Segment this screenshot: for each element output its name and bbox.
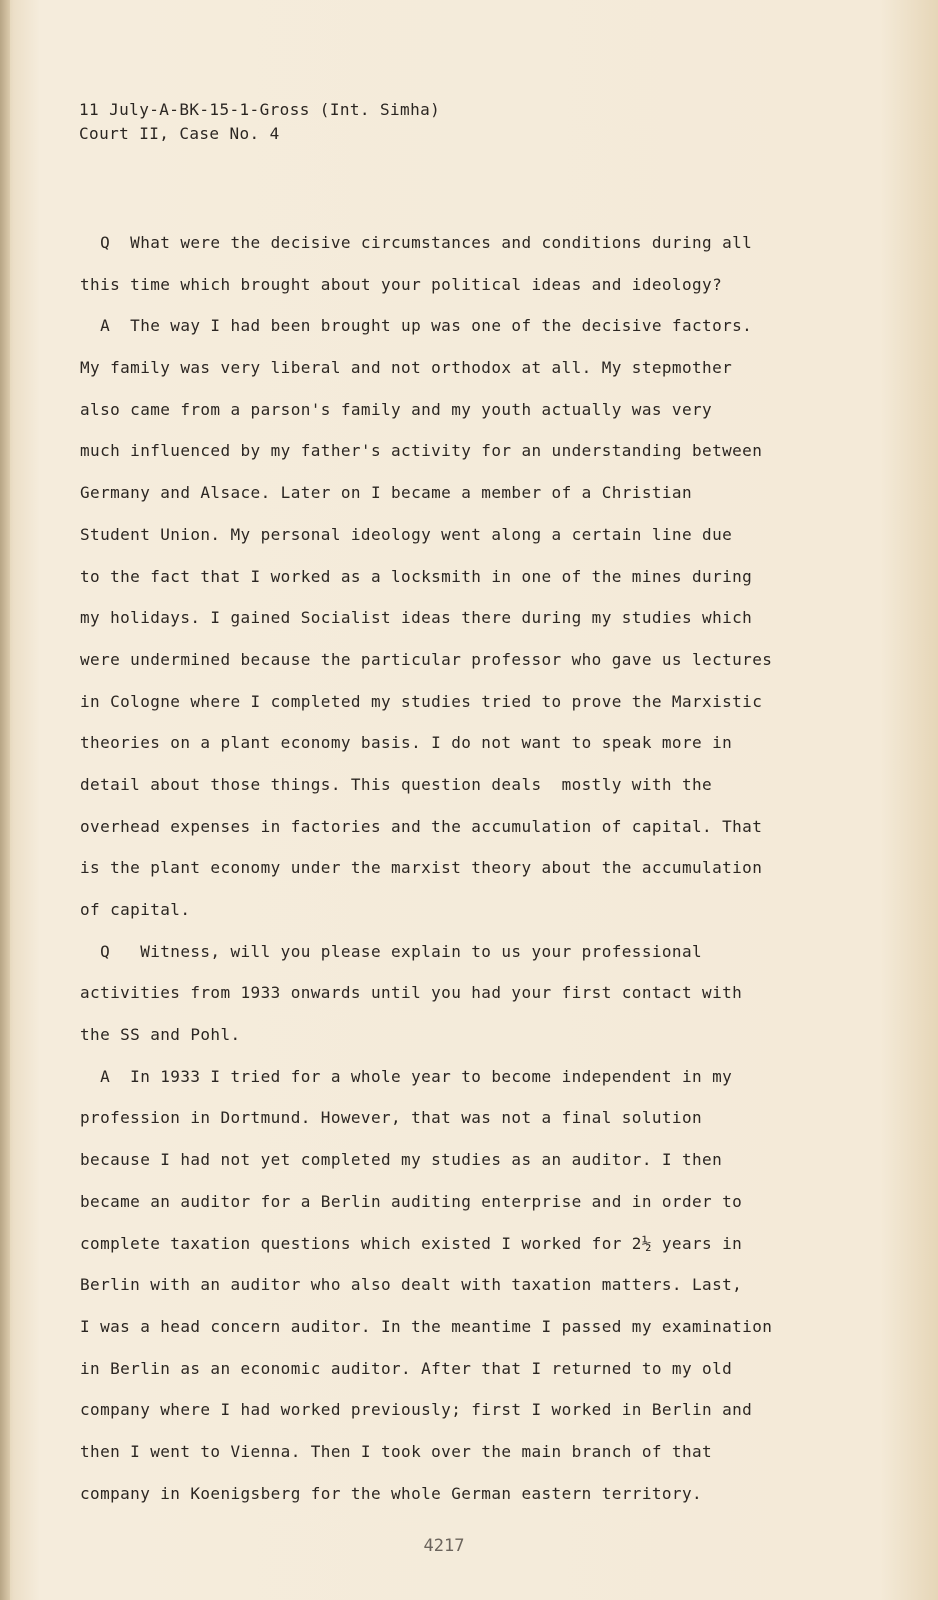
text-line: complete taxation questions which existed I worked for 2½ years in	[80, 1233, 743, 1253]
text-line: profession in Dortmund. However, that was not a final solution	[80, 1108, 703, 1128]
page-number: 4217	[423, 1536, 465, 1556]
text-line: Germany and Alsace. Later on I became a member of a Christian	[80, 483, 693, 503]
text-line: in Berlin as an economic auditor. After that I returned to my old	[80, 1358, 733, 1378]
text-line: also came from a parson's family and my youth actually was very	[80, 399, 713, 419]
text-line: theories on a plant economy basis. I do not want to speak more in	[80, 733, 733, 753]
text-line: Q What were the decisive circumstances and conditions during all	[80, 233, 753, 252]
text-line: activities from 1933 onwards until you had your first contact with	[80, 983, 743, 1003]
text-line: then I went to Vienna. Then I took over the main branch of that	[80, 1441, 713, 1461]
text-line: this time which brought about your political ideas and ideology?	[80, 274, 723, 294]
text-line: A In 1933 I tried for a whole year to become independent in my	[80, 1066, 733, 1086]
paper-edge	[0, 0, 10, 1600]
transcript-body	[80, 222, 810, 1514]
header-line-2: Court II, Case No. 4	[79, 124, 280, 143]
text-line: company where I had worked previously; first I worked in Berlin and	[80, 1400, 753, 1420]
text-line: my holidays. I gained Socialist ideas there during my studies which	[80, 608, 753, 628]
text-line: My family was very liberal and not orthodox at all. My stepmother	[80, 358, 733, 378]
document-header	[79, 98, 440, 146]
text-line: I was a head concern auditor. In the meantime I passed my examination	[80, 1316, 773, 1336]
text-line: became an auditor for a Berlin auditing enterprise and in order to	[80, 1191, 743, 1211]
header-line-1: 11 July-A-BK-15-1-Gross (Int. Simha)	[79, 100, 441, 119]
text-line: Student Union. My personal ideology went along a certain line due	[80, 524, 733, 544]
text-line: overhead expenses in factories and the accumulation of capital. That	[80, 816, 763, 836]
text-line: to the fact that I worked as a locksmith in one of the mines during	[80, 566, 753, 586]
text-line: A The way I had been brought up was one of the decisive factors.	[80, 316, 753, 336]
text-line: Q Witness, will you please explain to us your professional	[80, 941, 703, 961]
text-line: company in Koenigsberg for the whole German eastern territory.	[80, 1483, 703, 1503]
text-line: were undermined because the particular professor who gave us lectures	[80, 649, 773, 669]
text-line: of capital.	[80, 900, 191, 919]
text-line: is the plant economy under the marxist theory about the accumulation	[80, 858, 763, 878]
text-line: detail about those things. This question deals mostly with the	[80, 774, 713, 794]
text-line: the SS and Pohl.	[80, 1025, 241, 1045]
text-line: much influenced by my father's activity for an understanding between	[80, 441, 763, 461]
text-line: in Cologne where I completed my studies tried to prove the Marxistic	[80, 691, 763, 711]
text-line: Berlin with an auditor who also dealt with taxation matters. Last,	[80, 1275, 743, 1295]
text-line: because I had not yet completed my studies as an auditor. I then	[80, 1150, 723, 1170]
